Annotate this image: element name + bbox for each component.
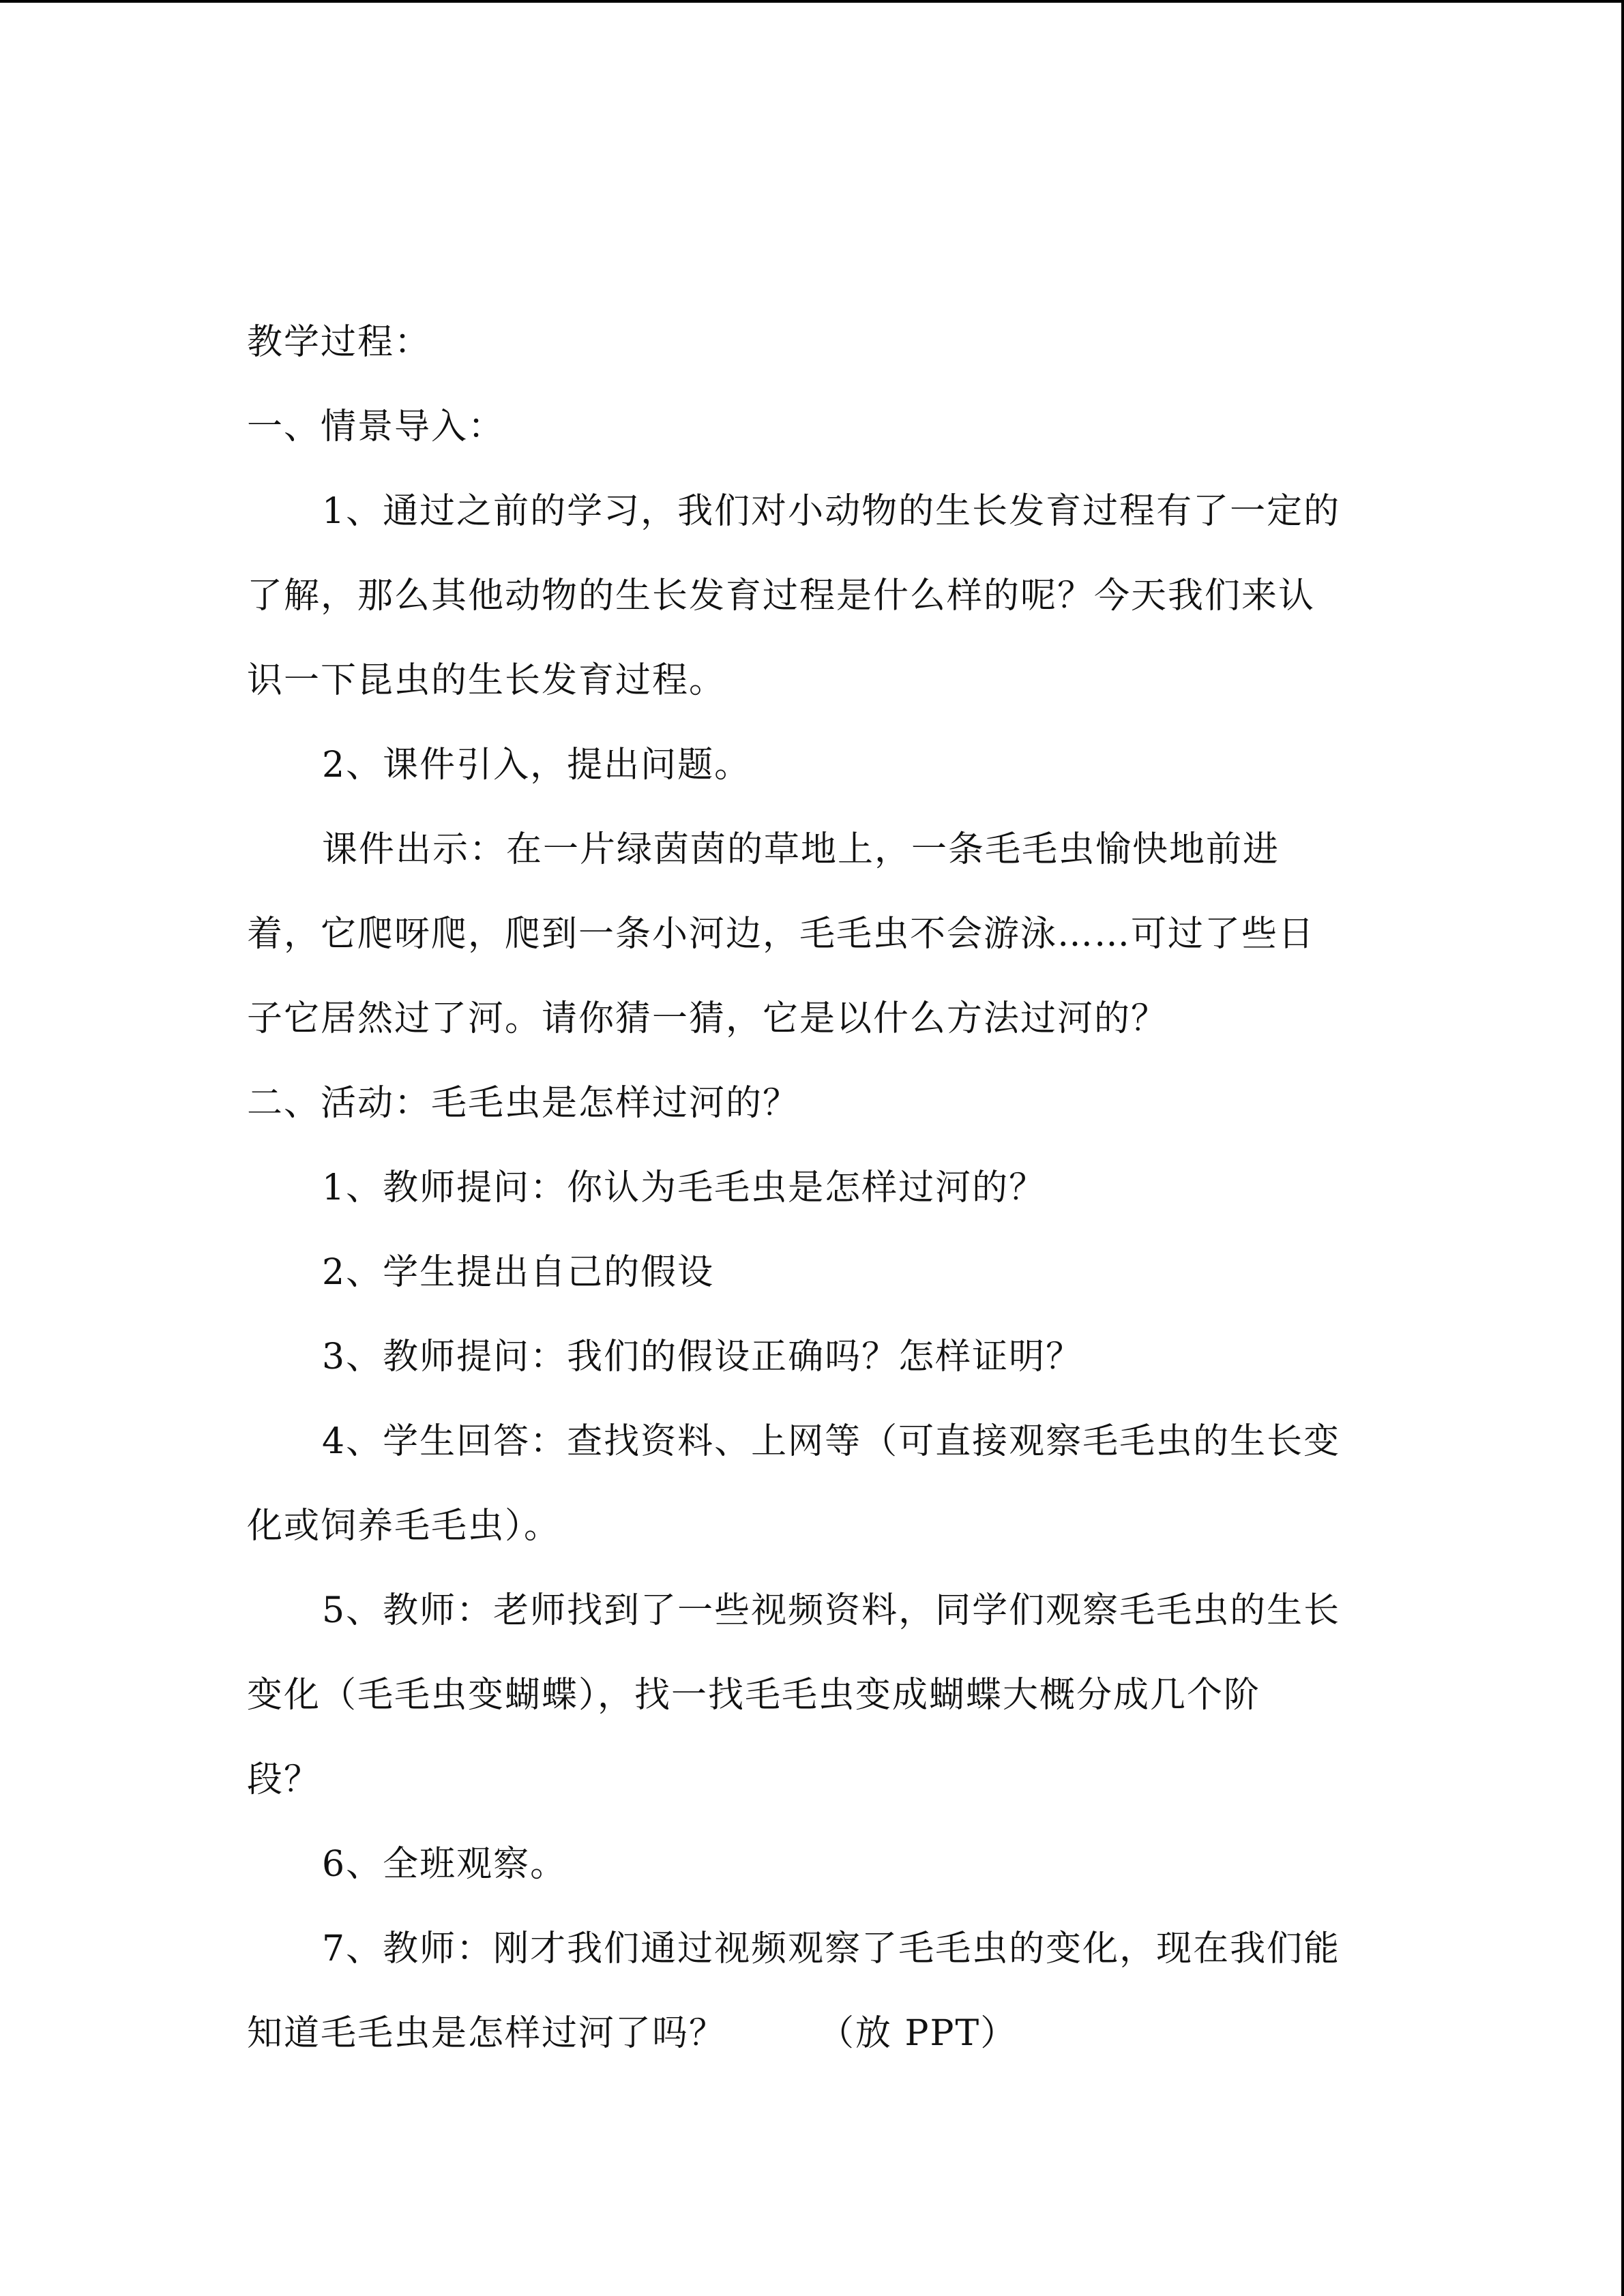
paragraph-line: 段？ <box>247 1759 321 1800</box>
paragraph-line: 识一下昆虫的生长发育过程。 <box>247 660 726 701</box>
paragraph-line: 课件出示：在一片绿茵茵的草地上，一条毛毛虫愉快地前进 <box>322 829 1280 870</box>
paragraph-line: 5、教师：老师找到了一些视频资料，同学们观察毛毛虫的生长 <box>322 1590 1341 1631</box>
paragraph-line: 2、课件引入，提出问题。 <box>322 745 752 786</box>
paragraph-line: 着，它爬呀爬，爬到一条小河边，毛毛虫不会游泳……可过了些日 <box>247 914 1316 955</box>
paragraph-line: 子它居然过了河。请你猜一猜，它是以什么方法过河的？ <box>247 998 1168 1039</box>
paragraph-line: 1、教师提问：你认为毛毛虫是怎样过河的？ <box>322 1167 1046 1208</box>
paragraph-line: 2、学生提出自己的假设 <box>322 1252 715 1293</box>
paragraph-line: 变化（毛毛虫变蝴蝶），找一找毛毛虫变成蝴蝶大概分成几个阶 <box>247 1675 1261 1716</box>
paragraph-line: 6、全班观察。 <box>322 1844 567 1885</box>
document-body <box>247 300 1379 2076</box>
page-top-border <box>0 0 1624 3</box>
paragraph-line: 了解，那么其他动物的生长发育过程是什么样的呢？今天我们来认 <box>247 576 1316 616</box>
section-heading-intro: 一、情景导入： <box>247 406 505 447</box>
section-heading-activity: 二、活动：毛毛虫是怎样过河的？ <box>247 1083 800 1124</box>
page-right-border <box>1621 0 1624 2296</box>
paragraph-line: 化或饲养毛毛虫）。 <box>247 1506 561 1547</box>
paragraph-line: 1、通过之前的学习，我们对小动物的生长发育过程有了一定的 <box>322 491 1341 532</box>
paragraph-line: 知道毛毛虫是怎样过河了吗？ （放 PPT） <box>247 2013 1018 2054</box>
paragraph-line: 3、教师提问：我们的假设正确吗？怎样证明？ <box>322 1337 1083 1377</box>
paragraph-line: 7、教师：刚才我们通过视频观察了毛毛虫的变化，现在我们能 <box>322 1928 1341 1969</box>
section-heading-teaching-process: 教学过程： <box>247 322 432 363</box>
paragraph-line: 4、学生回答：查找资料、上网等（可直接观察毛毛虫的生长变 <box>322 1421 1341 1462</box>
